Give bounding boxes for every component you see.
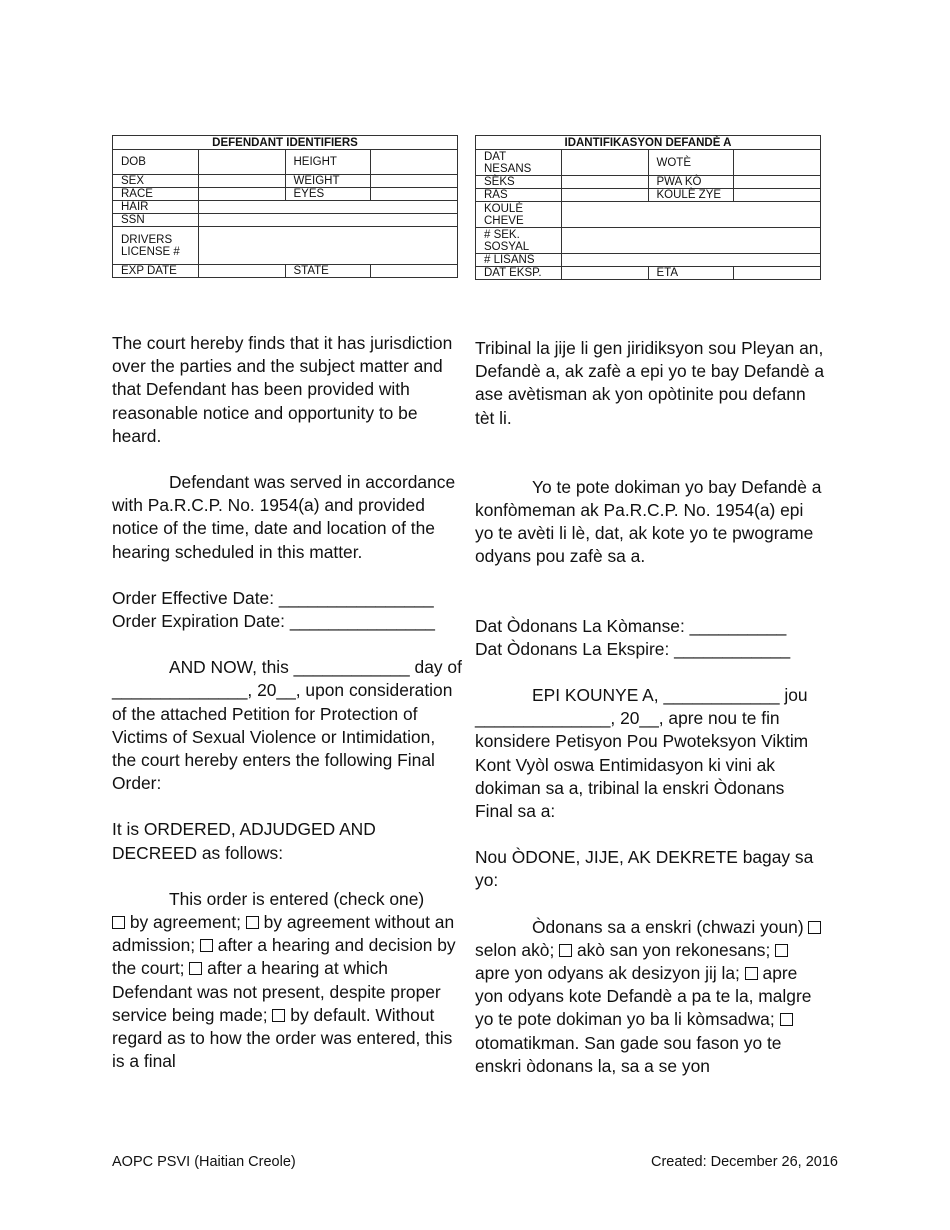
agreement-no-admission-checkbox[interactable] <box>246 916 259 929</box>
weight-value[interactable] <box>371 175 458 188</box>
and-now-paragraph: EPI KOUNYE A, ____________ jou ______________, 20__, apre nou te fin konsidere Petisyon Pou Pwoteksyon Viktim Kont Vyòl oswa Entimidasyon ki vini ak dokiman sa a, tribinal la enskri Òdonans Final sa a: <box>475 685 809 822</box>
eyes-label: KOULÈ ZYE <box>648 189 734 202</box>
order-effective-date[interactable]: Order Effective Date: ________________ <box>112 587 434 608</box>
eyes-label: EYES <box>285 188 371 201</box>
license-label: # LISANS <box>476 254 562 267</box>
order-entered-paragraph: This order is entered (check one) by agreement; by agreement without an admission; after a hearing and decision by the court; after a hearing at which Defendant was not present, despite proper service being made; by default. Without regard as to how the order was entered, this is a final <box>112 888 456 1072</box>
height-value[interactable] <box>371 150 458 175</box>
dob-label: DAT NESANS <box>476 150 562 176</box>
state-label: ETA <box>648 267 734 280</box>
weight-label: PWA KÒ <box>648 176 734 189</box>
dob-value[interactable] <box>561 150 648 176</box>
after-hearing-checkbox[interactable] <box>775 944 788 957</box>
by-default-checkbox[interactable] <box>780 1013 793 1026</box>
order-expiration-date[interactable]: Dat Òdonans La Ekspire: ____________ <box>475 638 791 659</box>
agreement-no-admission-checkbox[interactable] <box>559 944 572 957</box>
order-expiration-date[interactable]: Order Expiration Date: _______________ <box>112 611 435 632</box>
hair-label: HAIR <box>113 201 199 214</box>
service-paragraph: Defendant was served in accordance with Pa.R.C.P. No. 1954(a) and provided notice of the time, date and location of the hearing scheduled in this matter. <box>112 472 456 562</box>
hair-value[interactable] <box>198 201 457 214</box>
creole-column <box>475 337 825 1078</box>
table-title: DEFENDANT IDENTIFIERS <box>113 136 458 150</box>
race-label: RAS <box>476 189 562 202</box>
footer-created-date: Created: December 26, 2016 <box>651 1154 838 1170</box>
ssn-label: # SEK. SOSYAL <box>476 228 562 254</box>
sex-label: SÈKS <box>476 176 562 189</box>
exp-date-label: EXP DATE <box>113 265 199 278</box>
race-value[interactable] <box>561 189 648 202</box>
sex-value[interactable] <box>198 175 285 188</box>
weight-label: WEIGHT <box>285 175 371 188</box>
eyes-value[interactable] <box>371 188 458 201</box>
defendant-identifiers-table-creole <box>475 135 821 280</box>
and-now-paragraph: AND NOW, this ____________ day of ______________, 20__, upon consideration of the attached Petition for Protection of Victims of Sexual Violence or Intimidation, the court hereby enters the following Final Order: <box>112 657 462 794</box>
license-label: DRIVERS LICENSE # <box>113 227 199 265</box>
after-hearing-checkbox[interactable] <box>200 939 213 952</box>
license-value[interactable] <box>561 254 820 267</box>
dob-label: DOB <box>113 150 199 175</box>
service-paragraph: Yo te pote dokiman yo bay Defandè a konfòmeman ak Pa.R.C.P. No. 1954(a) epi yo te avèti li lè, dat, ak kote yo te pwograme odyans pou zafè sa a. <box>475 476 822 567</box>
defendant-identifiers-table <box>112 135 458 278</box>
weight-value[interactable] <box>734 176 821 189</box>
state-label: STATE <box>285 265 371 278</box>
english-column <box>112 332 462 1073</box>
footer-form-id: AOPC PSVI (Haitian Creole) <box>112 1154 296 1170</box>
license-value[interactable] <box>198 227 457 265</box>
jurisdiction-paragraph: The court hereby finds that it has jurisdiction over the parties and the subject matter and that Defendant has been provided with reasonable notice and opportunity to be heard. <box>112 333 453 446</box>
race-value[interactable] <box>198 188 285 201</box>
order-effective-date[interactable]: Dat Òdonans La Kòmanse: __________ <box>475 615 787 636</box>
state-value[interactable] <box>371 265 458 278</box>
hair-label: KOULÈ CHEVE <box>476 202 562 228</box>
order-entered-paragraph: Òdonans sa a enskri (chwazi youn) selon akò; akò san yon rekonesans; apre yon odyans ak desizyon jij la; apre yon odyans kote Defandè a pa te la, malgre yo te pote dokiman yo ba li kòmsadwa; otomatikman. San gade sou fason yo te enskri òdonans la, sa a se yon <box>475 916 825 1078</box>
state-value[interactable] <box>734 267 821 280</box>
height-label: WOTÈ <box>648 150 734 176</box>
eyes-value[interactable] <box>734 189 821 202</box>
by-agreement-checkbox[interactable] <box>808 921 821 934</box>
height-value[interactable] <box>734 150 821 176</box>
by-agreement-checkbox[interactable] <box>112 916 125 929</box>
by-default-checkbox[interactable] <box>272 1009 285 1022</box>
dob-value[interactable] <box>198 150 285 175</box>
ordered-paragraph: It is ORDERED, ADJUDGED AND DECREED as follows: <box>112 819 376 863</box>
exp-date-value[interactable] <box>561 267 648 280</box>
hair-value[interactable] <box>561 202 820 228</box>
table-title: IDANTIFIKASYON DEFANDÈ A <box>476 136 821 150</box>
exp-date-label: DAT EKSP. <box>476 267 562 280</box>
defendant-absent-checkbox[interactable] <box>745 967 758 980</box>
race-label: RACE <box>113 188 199 201</box>
defendant-absent-checkbox[interactable] <box>189 962 202 975</box>
sex-label: SEX <box>113 175 199 188</box>
ordered-paragraph: Nou ÒDONE, JIJE, AK DEKRETE bagay sa yo: <box>475 847 814 891</box>
ssn-label: SSN <box>113 214 199 227</box>
height-label: HEIGHT <box>285 150 371 175</box>
sex-value[interactable] <box>561 176 648 189</box>
jurisdiction-paragraph: Tribinal la jije li gen jiridiksyon sou Pleyan an, Defandè a, ak zafè a epi yo te bay Defandè a ase avètisman ak yon opòtinite pou defann tèt li. <box>475 338 825 428</box>
ssn-value[interactable] <box>561 228 820 254</box>
exp-date-value[interactable] <box>198 265 285 278</box>
ssn-value[interactable] <box>198 214 457 227</box>
